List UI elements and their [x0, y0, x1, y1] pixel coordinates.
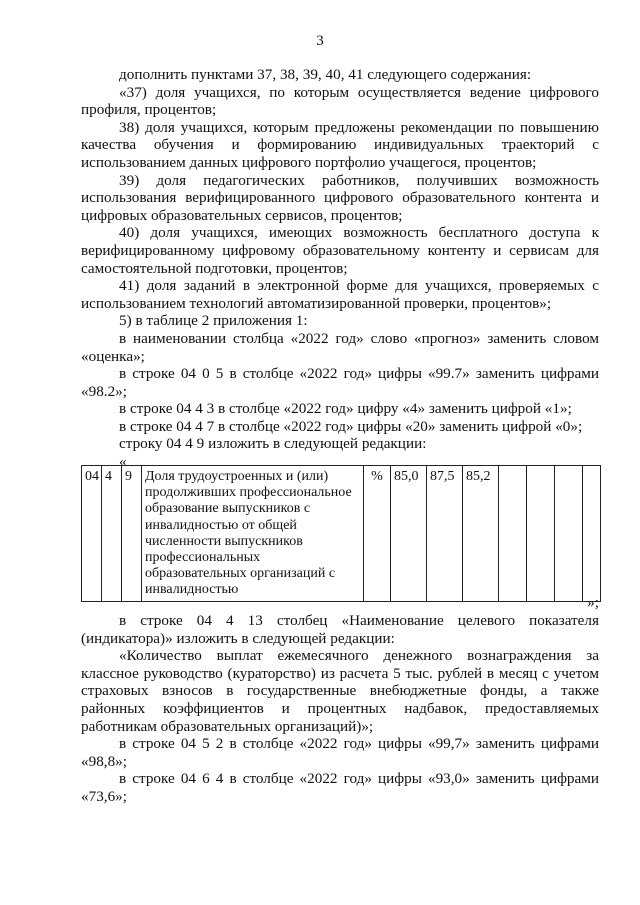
code-subsection-cell: 4	[102, 466, 122, 602]
value-cell-3: 85,2	[463, 466, 499, 602]
paragraph: 38) доля учащихся, которым предложены рекомендации по повышению качества обучения и формированию индивидуальных траекторий с использованием данных цифрового портфолио учащегося, процентов;	[81, 118, 599, 171]
amendments-block-top	[81, 66, 599, 470]
value-cell-7	[583, 466, 601, 602]
paragraph: в строке 04 4 3 в столбце «2022 год» цифру «4» заменить цифрой «1»;	[119, 400, 572, 418]
value-cell-4	[499, 466, 527, 602]
paragraph: «Количество выплат ежемесячного денежного вознаграждения за классное руководство (кураторство) из расчета 5 тыс. рублей в месяц с учетом страховых взносов в государственные внебюджетные фонды, а также районных коэффициентов и процентных надбавок, предоставляемых работникам образовательных организаций)»;	[81, 647, 599, 735]
paragraph: в строке 04 4 7 в столбце «2022 год» цифры «20» заменить цифрой «0»;	[119, 417, 583, 435]
indicator-table-row	[81, 465, 601, 602]
paragraph: в строке 04 6 4 в столбце «2022 год» цифры «93,0» заменить цифрами «73,6»;	[81, 770, 599, 805]
value-cell-1: 85,0	[391, 466, 427, 602]
page-number: 3	[316, 33, 324, 49]
value-cell-2: 87,5	[427, 466, 463, 602]
paragraph: 41) доля заданий в электронной форме для учащихся, проверяемых с использованием технологий автоматизированной проверки, процентов»;	[81, 277, 599, 312]
paragraph: в строке 04 5 2 в столбце «2022 год» цифры «99,7» заменить цифрами «98,8»;	[81, 735, 599, 770]
code-item-cell: 9	[122, 466, 142, 602]
unit-cell: %	[364, 466, 391, 602]
code-section-cell: 04	[82, 466, 102, 602]
paragraph: 39) доля педагогических работников, получивших возможность использования верифицированного цифрового образовательного контента и цифровых образовательных сервисов, процентов;	[81, 171, 599, 224]
opening-quote: «	[119, 453, 127, 471]
paragraph: в строке 04 0 5 в столбце «2022 год» цифры «99.7» заменить цифрами «98.2»;	[81, 365, 599, 400]
value-cell-5	[527, 466, 555, 602]
indicator-name-cell: Доля трудоустроенных и (или) продолживших профессиональное образование выпускников с инвалидностью от общей численности выпускников профессиональных образовательных организаций с инвалидностью	[142, 466, 364, 602]
value-cell-6	[555, 466, 583, 602]
paragraph: 5) в таблице 2 приложения 1:	[119, 312, 308, 330]
paragraph: 40) доля учащихся, имеющих возможность бесплатного доступа к верифицированному цифровому образовательному контенту и сервисам для самостоятельной подготовки, процентов;	[81, 224, 599, 277]
paragraph: в наименовании столбца «2022 год» слово «прогноз» заменить словом «оценка»;	[81, 329, 599, 365]
table-row	[82, 466, 601, 602]
paragraph: дополнить пунктами 37, 38, 39, 40, 41 следующего содержания:	[119, 66, 532, 83]
paragraph: строку 04 4 9 изложить в следующей редакции:	[119, 435, 427, 453]
paragraph: в строке 04 4 13 столбец «Наименование целевого показателя (индикатора)» изложить в следующей редакции:	[81, 612, 599, 647]
paragraph: «37) доля учащихся, по которым осуществляется ведение цифрового профиля, процентов;	[81, 83, 599, 119]
closing-quote: »;	[587, 594, 599, 611]
amendments-block-bottom	[81, 612, 599, 806]
